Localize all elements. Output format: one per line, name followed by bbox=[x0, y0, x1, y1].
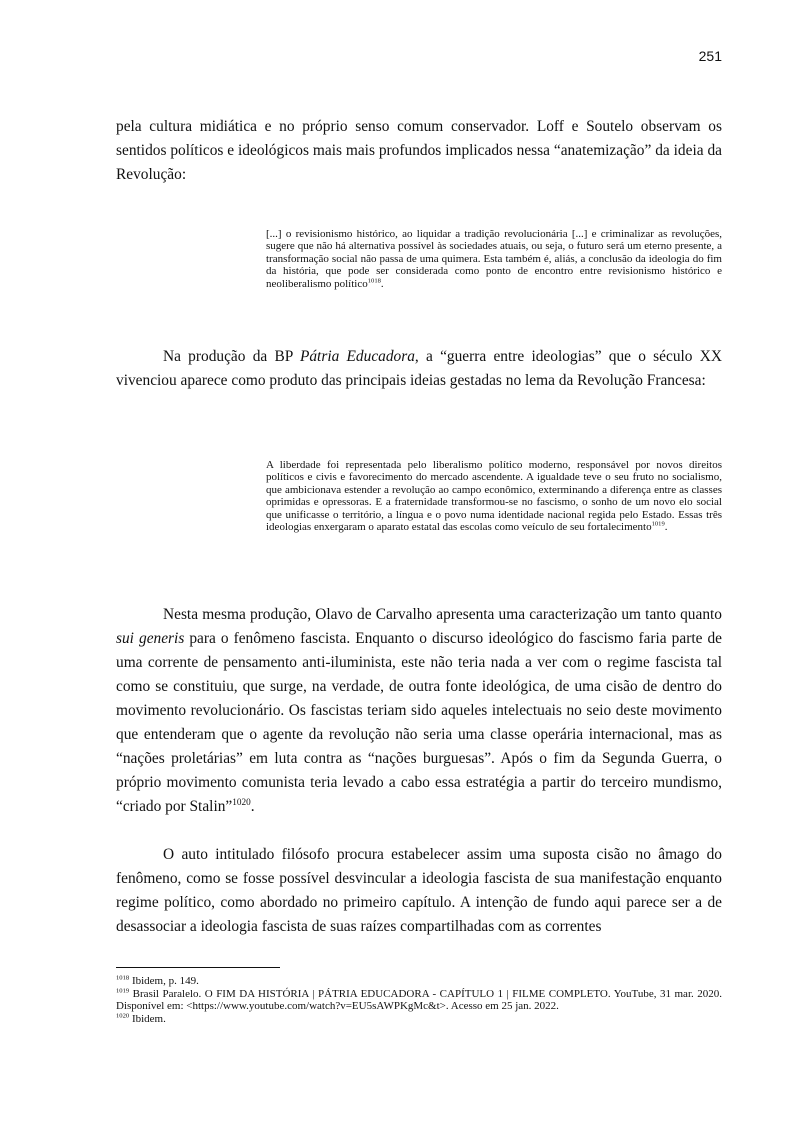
footnote-ref-1018: 1018 bbox=[367, 276, 381, 284]
body-paragraph-2 bbox=[116, 345, 722, 393]
page-number: 251 bbox=[698, 48, 722, 64]
footnote-ref-1019: 1019 bbox=[651, 520, 665, 528]
paragraph-2-end: , a “guerra entre ideologias” que o século XX vivenciou aparece como produto das principais ideias gestadas no lema da Revolução Francesa: bbox=[116, 348, 722, 389]
body-paragraph-4: O auto intitulado filósofo procura estabelecer assim uma suposta cisão no âmago do fenômeno, como se fosse possível desvincular a ideologia fascista de sua manifestação enquanto regime político, como abordado no primeiro capítulo. A intenção de fundo aqui parece ser a de desassociar a ideologia fascista de suas raízes compartilhadas com as correntes bbox=[116, 846, 722, 935]
footnote-separator bbox=[116, 967, 280, 968]
quote-1-tail: . bbox=[380, 277, 384, 290]
paragraph-3-tail: . bbox=[250, 798, 255, 815]
paragraph-3-end: para o fenômeno fascista. Enquanto o discurso ideológico do fascismo faria parte de uma corrente de pensamento anti-iluminista, este não teria nada a ver com o regime fascista tal como se constituiu, que surge, na verdade, de outra fonte ideológica, de uma cisão de dentro do movimento revolucionário. Os fascistas teriam sido aqueles intelectuais no seio deste movimento que entenderam que o agente da revolução não seria uma classe operária internacional, mas as “nações proletárias” em luta contra as “nações burguesas”. Após o fim da Segunda Guerra, o próprio movimento comunista teria levado a cabo essa estratégia a partir do terceiro mundismo, “criado por Stalin” bbox=[116, 630, 722, 815]
paragraph-2-start: Na produção da BP bbox=[163, 348, 300, 365]
quote-2-tail: . bbox=[664, 521, 668, 534]
work-title: Pátria Educadora bbox=[299, 348, 415, 365]
footnotes bbox=[116, 975, 722, 1025]
footnote-number: 1018 bbox=[116, 974, 130, 982]
block-quote-1 bbox=[266, 228, 722, 290]
footnote-text: Brasil Paralelo. O FIM DA HISTÓRIA | PÁTRIA EDUCADORA - CAPÍTULO 1 | FILME COMPLETO. YouTube, 31 mar. 2020. Disponível em: <https://www.youtube.com/watch?v=EU5sAWPKgMc&t>. Acesso em 25 jan. 2022. bbox=[116, 987, 722, 1013]
footnote-1019 bbox=[116, 988, 722, 1013]
footnote-1020 bbox=[116, 1013, 722, 1026]
footnote-number: 1019 bbox=[116, 986, 130, 994]
quote-2-text: A liberdade foi representada pelo liberalismo político moderno, responsável por novos direitos políticos e civis e favorecimento do mercado ascendente. A igualdade teve o seu fruto no socialismo, que ambicionava estender a revolução ao campo econômico, exterminando a diferença entre as classes oprimidas e opressoras. E a fraternidade transformou-se no fascismo, o sonho de um novo elo social que unificasse o território, a língua e o povo numa identidade nacional regida pelo Estado. Essas três ideologias enxergaram o aparato estatal das escolas como veículo de seu fortalecimento bbox=[266, 459, 722, 534]
footnote-number: 1020 bbox=[116, 1012, 130, 1020]
paragraph-3-start: Nesta mesma produção, Olavo de Carvalho apresenta uma caracterização um tanto quanto bbox=[163, 606, 722, 623]
footnote-1018 bbox=[116, 975, 722, 988]
body-paragraph-3 bbox=[116, 603, 722, 819]
latin-term: sui generis bbox=[116, 630, 185, 647]
block-quote-2 bbox=[266, 459, 722, 533]
footnote-text: Ibidem, p. 149. bbox=[129, 975, 199, 987]
body-paragraph-1: pela cultura midiática e no próprio senso comum conservador. Loff e Soutelo observam os sentidos políticos e ideológicos mais mais profundos implicados nessa “anatemização” da ideia da Revolução: bbox=[116, 118, 722, 183]
quote-1-text: [...] o revisionismo histórico, ao liquidar a tradição revolucionária [...] e criminalizar as revoluções, sugere que não há alternativa possível às sociedades atuais, ou seja, o futuro será um eterno presente, a transformação social não passa de uma quimera. Esta também é, aliás, a conclusão da ideologia do fim da história, que pode ser considerada como ponto de encontro entre revisionismo histórico e neoliberalismo político bbox=[266, 228, 722, 290]
footnote-text: Ibidem. bbox=[129, 1012, 166, 1025]
footnote-ref-1020: 1020 bbox=[232, 796, 251, 807]
